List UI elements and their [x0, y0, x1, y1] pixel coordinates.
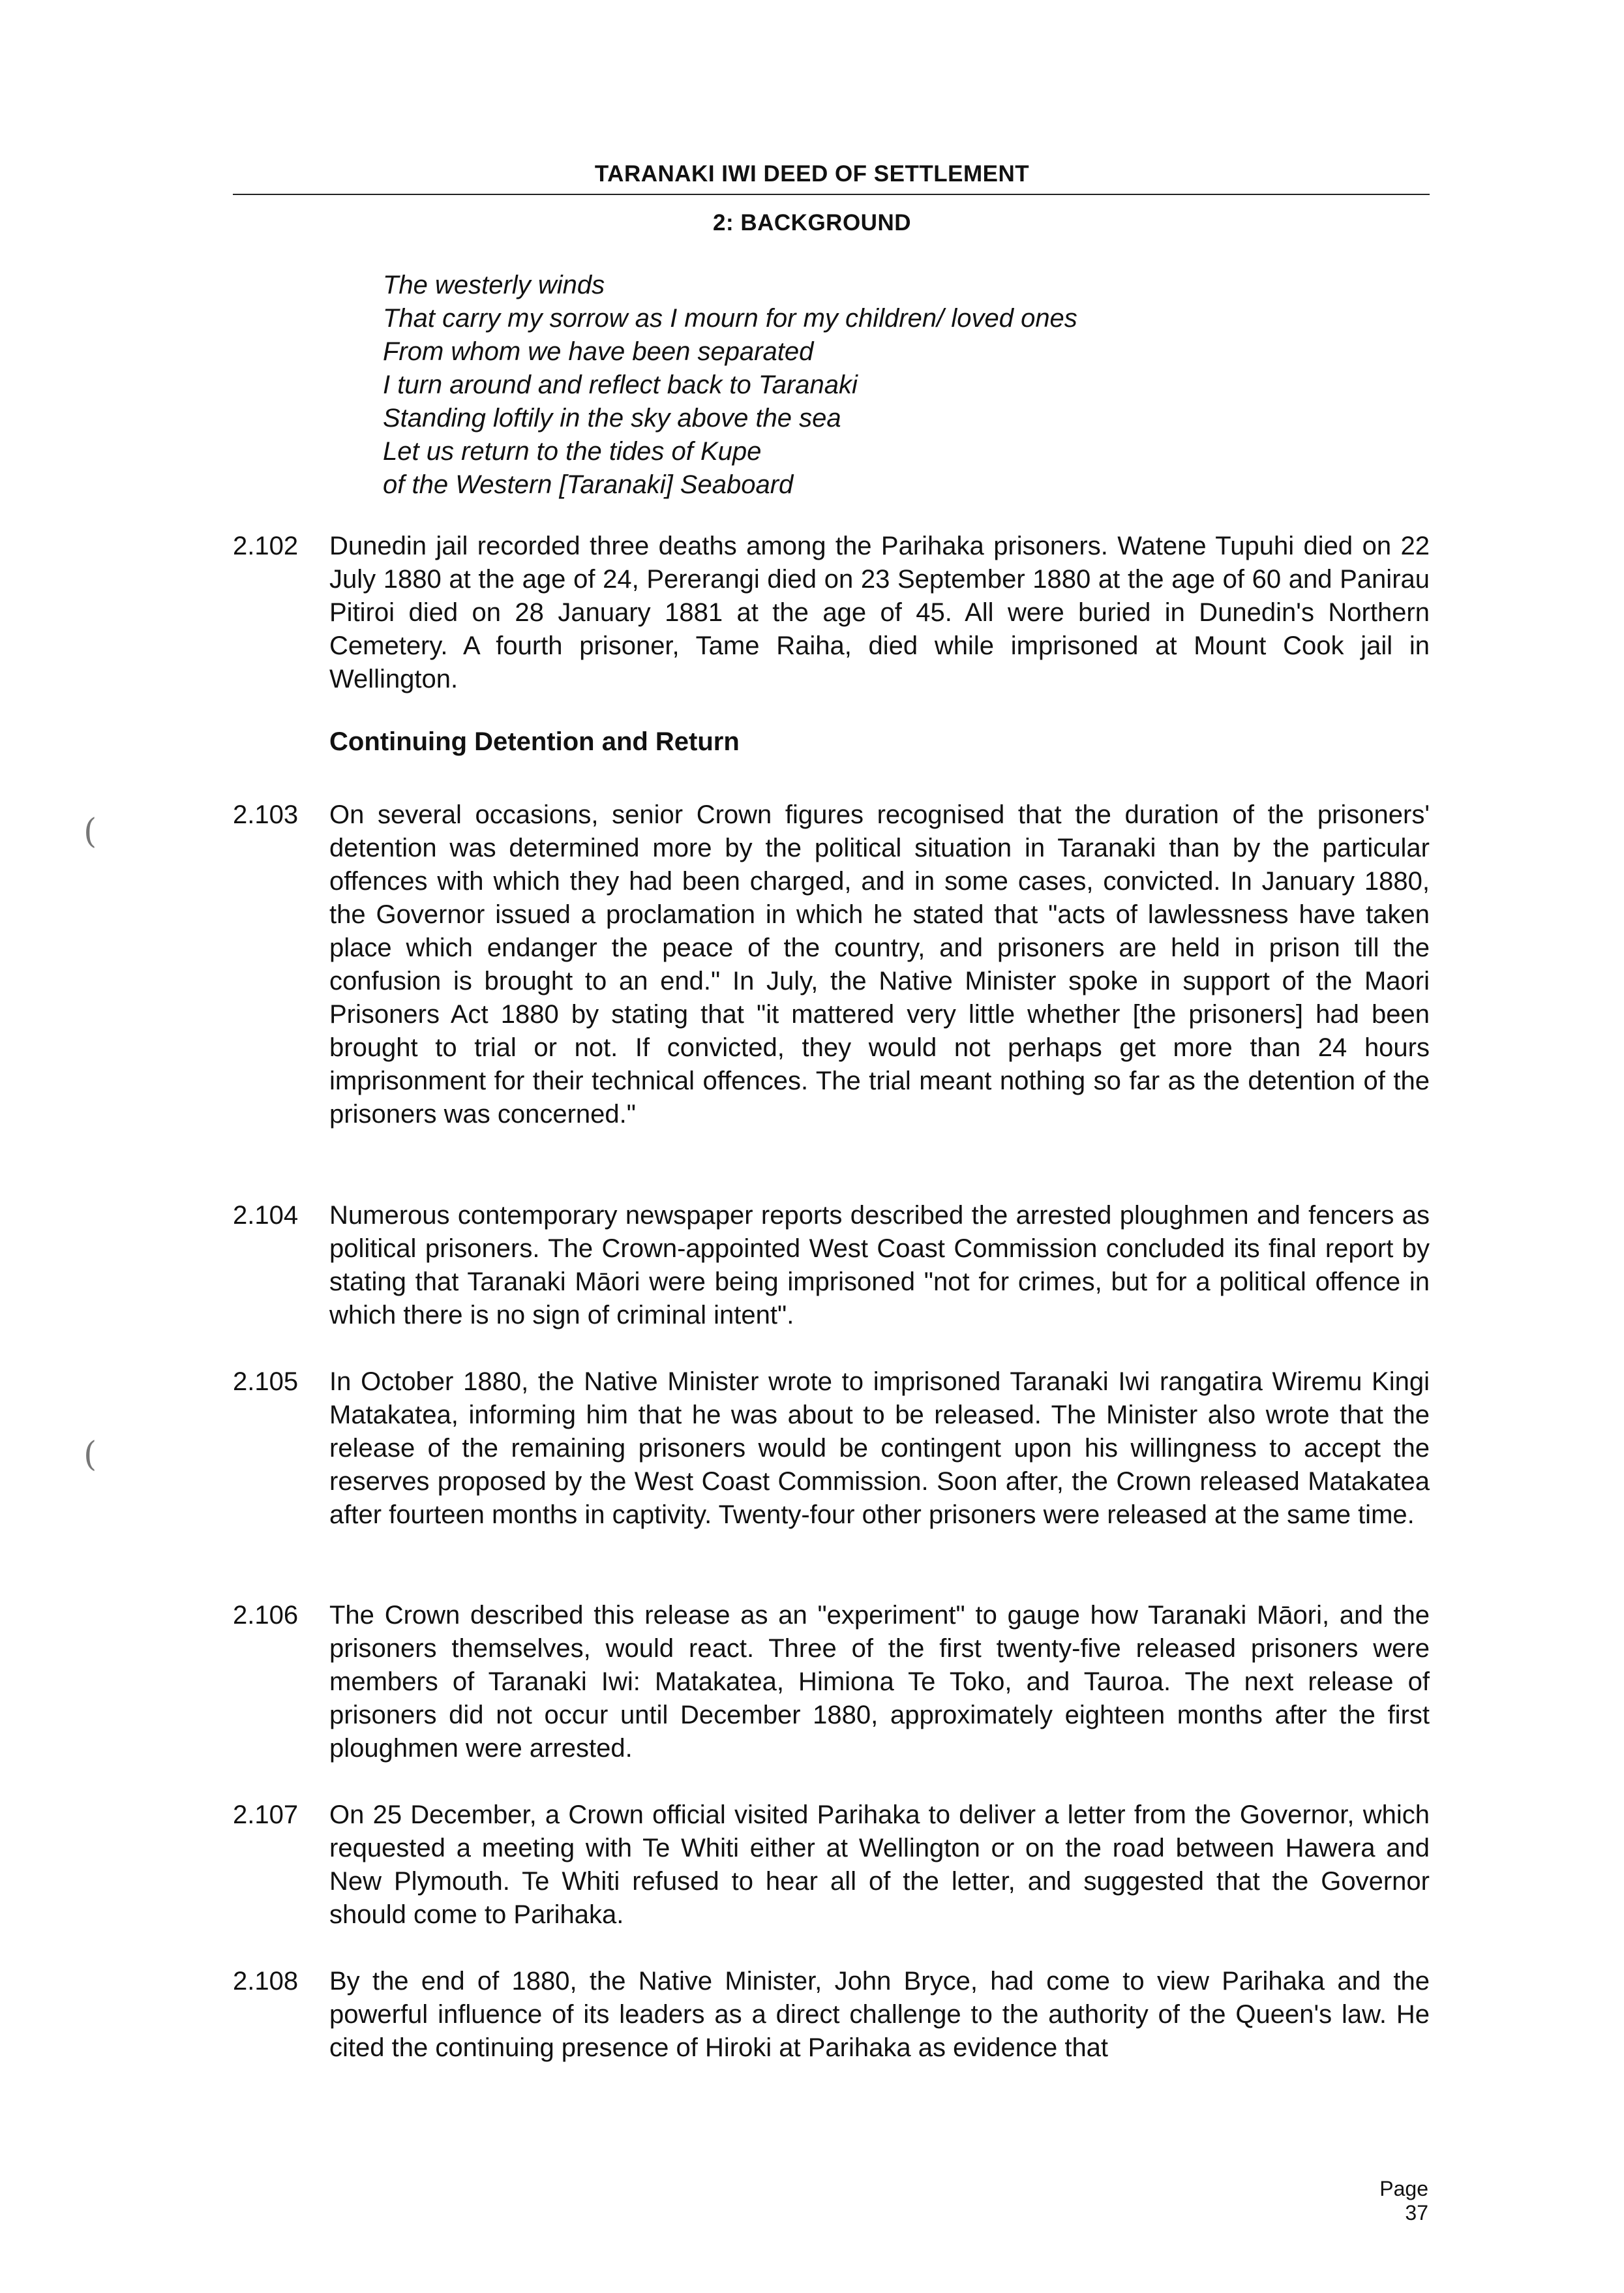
poem-line: I turn around and reflect back to Taranaki — [383, 371, 858, 399]
section-title: 2: BACKGROUND — [713, 210, 911, 235]
poem-line: From whom we have been separated — [383, 337, 814, 366]
page-number: Page 37 — [1379, 2177, 1428, 2225]
paragraph-text: Dunedin jail recorded three deaths among the Parihaka prisoners. Watene Tupuhi died on 22 July 1880 at the age of 24, Pererangi died on 23 September 1880 at the age of 60 and Panirau Pitiroi died on 28 January 1881 at the age of 45. All were buried in Dunedin's Northern Cemetery. A fourth prisoner, Tame Raiha, died while imprisoned at Mount Cook jail in Wellington. — [329, 532, 1430, 693]
paragraph-text: In October 1880, the Native Minister wrote to imprisoned Taranaki Iwi rangatira Wiremu Kingi Matakatea, informing him that he was about to be released. The Minister also wrote that the release of the remaining prisoners would be contingent upon his willingness to accept the reserves proposed by the West Coast Commission. Soon after, the Crown released Matakatea after fourteen months in captivity. Twenty-four other prisoners were released at the same time. — [329, 1367, 1430, 1529]
poem-line: Standing loftily in the sky above the sea — [383, 404, 841, 433]
poem-line: of the Western [Taranaki] Seaboard — [383, 470, 794, 499]
paragraph-number: 2.106 — [233, 1601, 299, 1630]
margin-punch-mark: ( — [83, 1435, 97, 1474]
paragraph-text: The Crown described this release as an "experiment" to gauge how Taranaki Māori, and the prisoners themselves, would react. Three of the first twenty-five released prisoners were members of Taranaki Iwi: Matakatea, Himiona Te Toko, and Tauroa. The next release of prisoners did not occur until December 1880, approximately eighteen months after the first ploughmen were arrested. — [329, 1601, 1430, 1763]
margin-punch-mark: ( — [83, 812, 97, 851]
paragraph-number: 2.103 — [233, 800, 299, 829]
paragraph-text: By the end of 1880, the Native Minister, John Bryce, had come to view Parihaka and the powerful influence of its leaders as a direct challenge to the authority of the Queen's law. He cited the continuing presence of Hiroki at Parihaka as evidence that — [329, 1967, 1430, 2062]
poem-line: Let us return to the tides of Kupe — [383, 437, 762, 466]
poem-line: The westerly winds — [383, 271, 605, 299]
poem-block — [383, 269, 1426, 502]
paragraph-number: 2.104 — [233, 1201, 299, 1230]
paragraph-number: 2.105 — [233, 1367, 299, 1396]
header-divider — [233, 194, 1430, 195]
paragraph-number: 2.107 — [233, 1800, 299, 1829]
subheading-continuing-detention: Continuing Detention and Return — [329, 727, 740, 756]
paragraph-number: 2.108 — [233, 1967, 299, 1996]
document-header-title: TARANAKI IWI DEED OF SETTLEMENT — [594, 161, 1030, 187]
paragraph-text: On 25 December, a Crown official visited Parihaka to deliver a letter from the Governor, which requested a meeting with Te Whiti either at Wellington or on the road between Hawera and New Plymouth. Te Whiti refused to hear all of the letter, and suggested that the Governor should come to Parihaka. — [329, 1800, 1430, 1929]
poem-line: That carry my sorrow as I mourn for my children/ loved ones — [383, 304, 1077, 333]
paragraph-number: 2.102 — [233, 532, 299, 560]
paragraph-text: Numerous contemporary newspaper reports described the arrested ploughmen and fencers as political prisoners. The Crown-appointed West Coast Commission concluded its final report by stating that Taranaki Māori were being imprisoned "not for crimes, but for a political offence in which there is no sign of criminal intent". — [329, 1201, 1430, 1329]
paragraph-text: On several occasions, senior Crown figures recognised that the duration of the prisoners' detention was determined more by the political situation in Taranaki than by the particular offences with which they had been charged, and in some cases, convicted. In January 1880, the Governor issued a proclamation in which he stated that "acts of lawlessness have taken place which endanger the peace of the country, and prisoners are held in prison till the confusion is brought to an end." In July, the Native Minister spoke in support of the Maori Prisoners Act 1880 by stating that "it mattered very little whether [the prisoners] had been brought to trial or not. If convicted, they would not perhaps get more than 24 hours imprisonment for their technical offences. The trial meant nothing so far as the detention of the prisoners was concerned." — [329, 800, 1430, 1129]
